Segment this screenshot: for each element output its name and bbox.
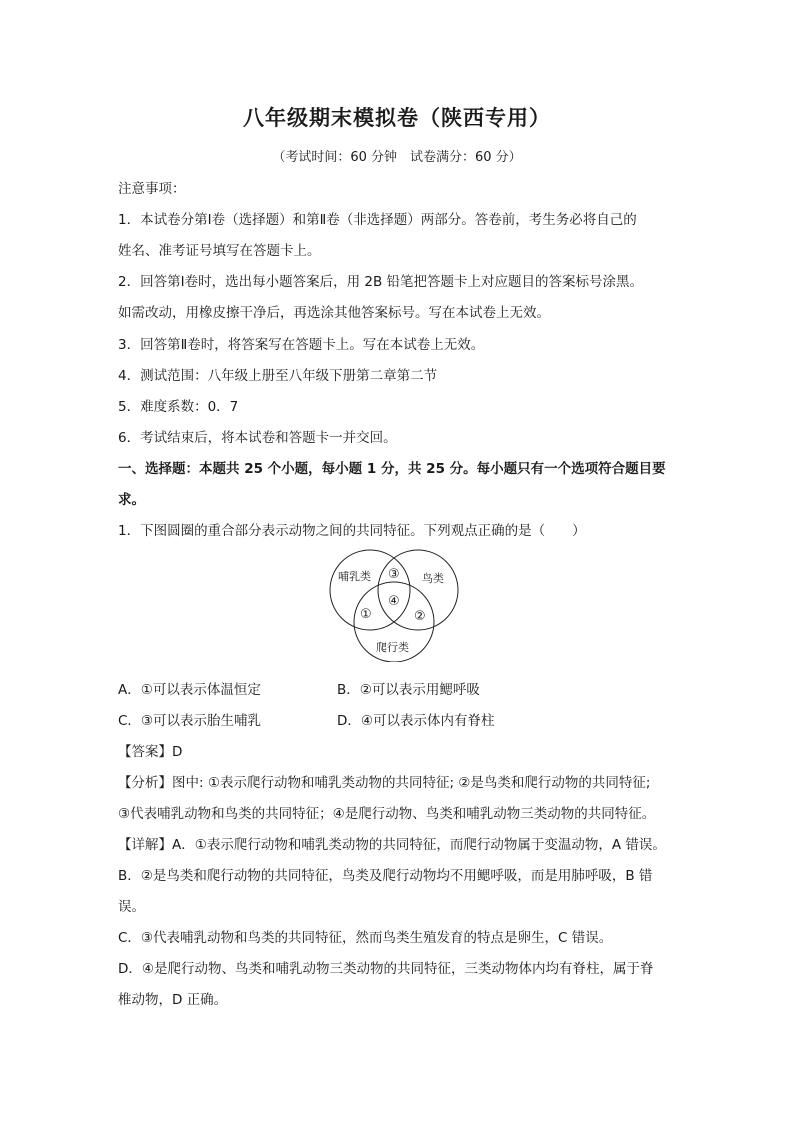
option-b: B．②可以表示用鳃呼吸 [337,682,480,698]
bird-label: 鸟类 [422,572,444,585]
analysis-line: ③代表哺乳动物和鸟类的共同特征；④是爬行动物、鸟类和哺乳动物三类动物的共同特征。 [118,806,656,822]
notes-heading: 注意事项： [118,181,186,197]
note-line: 3．回答第Ⅱ卷时，将答案写在答题卡上。写在本试卷上无效。 [118,337,485,353]
detail-line: D．④是爬行动物、鸟类和哺乳动物三类动物的共同特征，三类动物体内均有脊柱，属于脊 [118,961,654,977]
reptile-label: 爬行类 [376,641,409,654]
mammal-label: 哺乳类 [338,570,371,583]
note-line: 1．本试卷分第Ⅰ卷（选择题）和第Ⅱ卷（非选择题）两部分。答卷前，考生务必将自己的 [118,212,637,228]
analysis-line: 【分析】图中: ①表示爬行动物和哺乳类动物的共同特征; ②是鸟类和爬行动物的共同特征; [118,775,651,791]
note-line: 2．回答第Ⅰ卷时，选出每小题答案后，用 2B 铅笔把答题卡上对应题目的答案标号涂黑。 [118,274,644,290]
note-line: 如需改动，用橡皮擦干净后，再选涂其他答案标号。写在本试卷上无效。 [118,305,550,321]
option-d: D．④可以表示体内有脊柱 [337,713,495,729]
region-3-label: ③ [388,567,400,582]
option-a: A．①可以表示体温恒定 [118,682,261,698]
region-2-label: ② [414,609,426,624]
page-title: 八年级期末模拟卷（陕西专用） [243,106,551,130]
detail-line: C．③代表哺乳动物和鸟类的共同特征，然而鸟类生殖发育的特点是卵生，C 错误。 [118,930,613,946]
detail-line: B．②是鸟类和爬行动物的共同特征，鸟类及爬行动物均不用鳃呼吸，而是用肺呼吸，B 错 [118,868,653,884]
note-line: 姓名、准考证号填写在答题卡上。 [118,243,321,259]
note-line: 6．考试结束后，将本试卷和答题卡一并交回。 [118,430,397,446]
detail-line: 【详解】A．①表示爬行动物和哺乳类动物的共同特征，而爬行动物属于变温动物，A 错误。 [118,837,666,853]
detail-line: 误。 [118,899,145,915]
venn-diagram [326,548,462,662]
region-1-label: ① [360,607,372,622]
region-4-label: ④ [388,594,400,609]
section-heading-cont: 求。 [118,492,145,508]
answer-line: 【答案】D [118,744,183,760]
note-line: 5．难度系数：0．7 [118,399,239,415]
section-heading: 一、选择题：本题共 25 个小题，每小题 1 分，共 25 分。每小题只有一个选项符合题目要 [118,461,666,477]
question-stem: 1．下图圆圈的重合部分表示动物之间的共同特征。下列观点正确的是（ ） [118,523,586,539]
exam-info: （考试时间：60 分钟 试卷满分：60 分） [272,150,522,165]
option-c: C．③可以表示胎生哺乳 [118,713,262,729]
detail-line: 椎动物，D 正确。 [118,992,228,1008]
note-line: 4．测试范围：八年级上册至八年级下册第二章第二节 [118,368,438,384]
